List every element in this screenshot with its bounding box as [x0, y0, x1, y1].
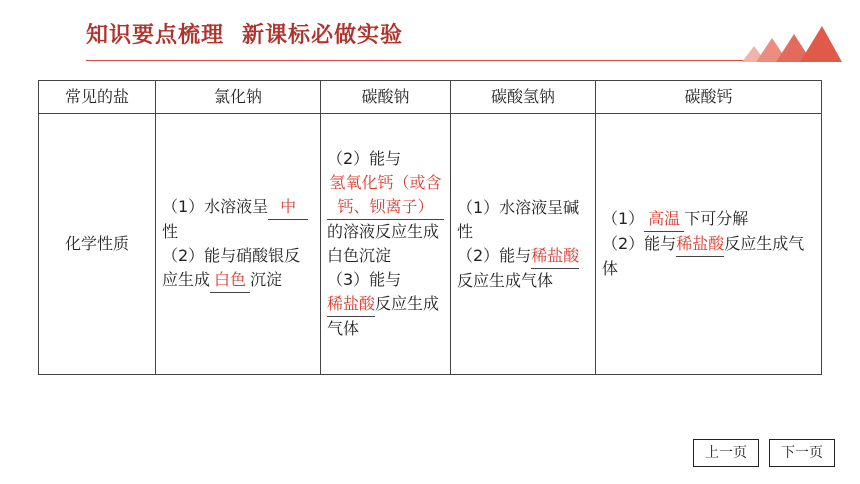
prev-page-button[interactable]: 上一页: [693, 439, 759, 467]
nacl-p1-pre: （1）水溶液呈: [162, 197, 269, 216]
na2co3-answer-3: 稀盐酸: [327, 292, 375, 317]
nacl-p2-pre: （2）能与硝酸银反应生成: [162, 246, 301, 289]
nacl-p1-post: 性: [162, 222, 179, 241]
decor-triangles-icon: [742, 24, 842, 62]
nahco3-p1: （1）水溶液呈碱性: [457, 197, 580, 241]
caco3-p1-post: 下可分解: [684, 209, 749, 228]
cell-na2co3: [321, 114, 451, 375]
caco3-p1-pre: （1）: [602, 209, 645, 228]
salt-properties-table: [38, 80, 822, 375]
nacl-answer-1: 中: [268, 195, 308, 220]
header-divider: [86, 60, 830, 61]
cell-caco3: [596, 114, 822, 375]
nacl-answer-2: 白色: [210, 268, 250, 293]
header-cell-salt: 常见的盐: [39, 81, 156, 114]
page-title: [86, 18, 421, 49]
row-label-chemical-properties: 化学性质: [39, 114, 156, 375]
nahco3-p2-pre: （2）能与: [457, 245, 532, 265]
table-header-row: [39, 81, 822, 114]
header-cell-na2co3: 碳酸钠: [321, 81, 451, 114]
next-page-button[interactable]: 下一页: [769, 439, 835, 467]
table-row: [39, 114, 822, 375]
na2co3-p2-post: 的溶液反应生成白色沉淀: [327, 222, 440, 265]
title-part-a: 知识要点梳理: [86, 23, 225, 48]
nahco3-p2-post: 反应生成气体: [457, 270, 554, 290]
caco3-p2-pre: （2）能与: [602, 234, 677, 253]
header-cell-nahco3: 碳酸氢钠: [451, 81, 596, 114]
na2co3-answer-2: 氢氧化钙（或含钙、钡离子）: [327, 171, 444, 220]
header-cell-nacl: 氯化钠: [156, 81, 321, 114]
caco3-p2-post: 反应生成气体: [602, 234, 805, 278]
caco3-answer-2: 稀盐酸: [676, 232, 724, 257]
nahco3-answer-2: 稀盐酸: [531, 244, 579, 269]
na2co3-p3-pre: （3）能与: [327, 270, 402, 289]
na2co3-p3-post: 反应生成气体: [327, 294, 440, 338]
header-cell-caco3: 碳酸钙: [596, 81, 822, 114]
cell-nacl: [156, 114, 321, 375]
caco3-answer-1: 高温: [644, 207, 684, 232]
title-part-b: 新课标必做实验: [242, 23, 404, 48]
cell-nahco3: [451, 114, 596, 375]
nacl-p2-post: 沉淀: [250, 270, 283, 289]
na2co3-p2-pre: （2）能与: [327, 149, 402, 168]
